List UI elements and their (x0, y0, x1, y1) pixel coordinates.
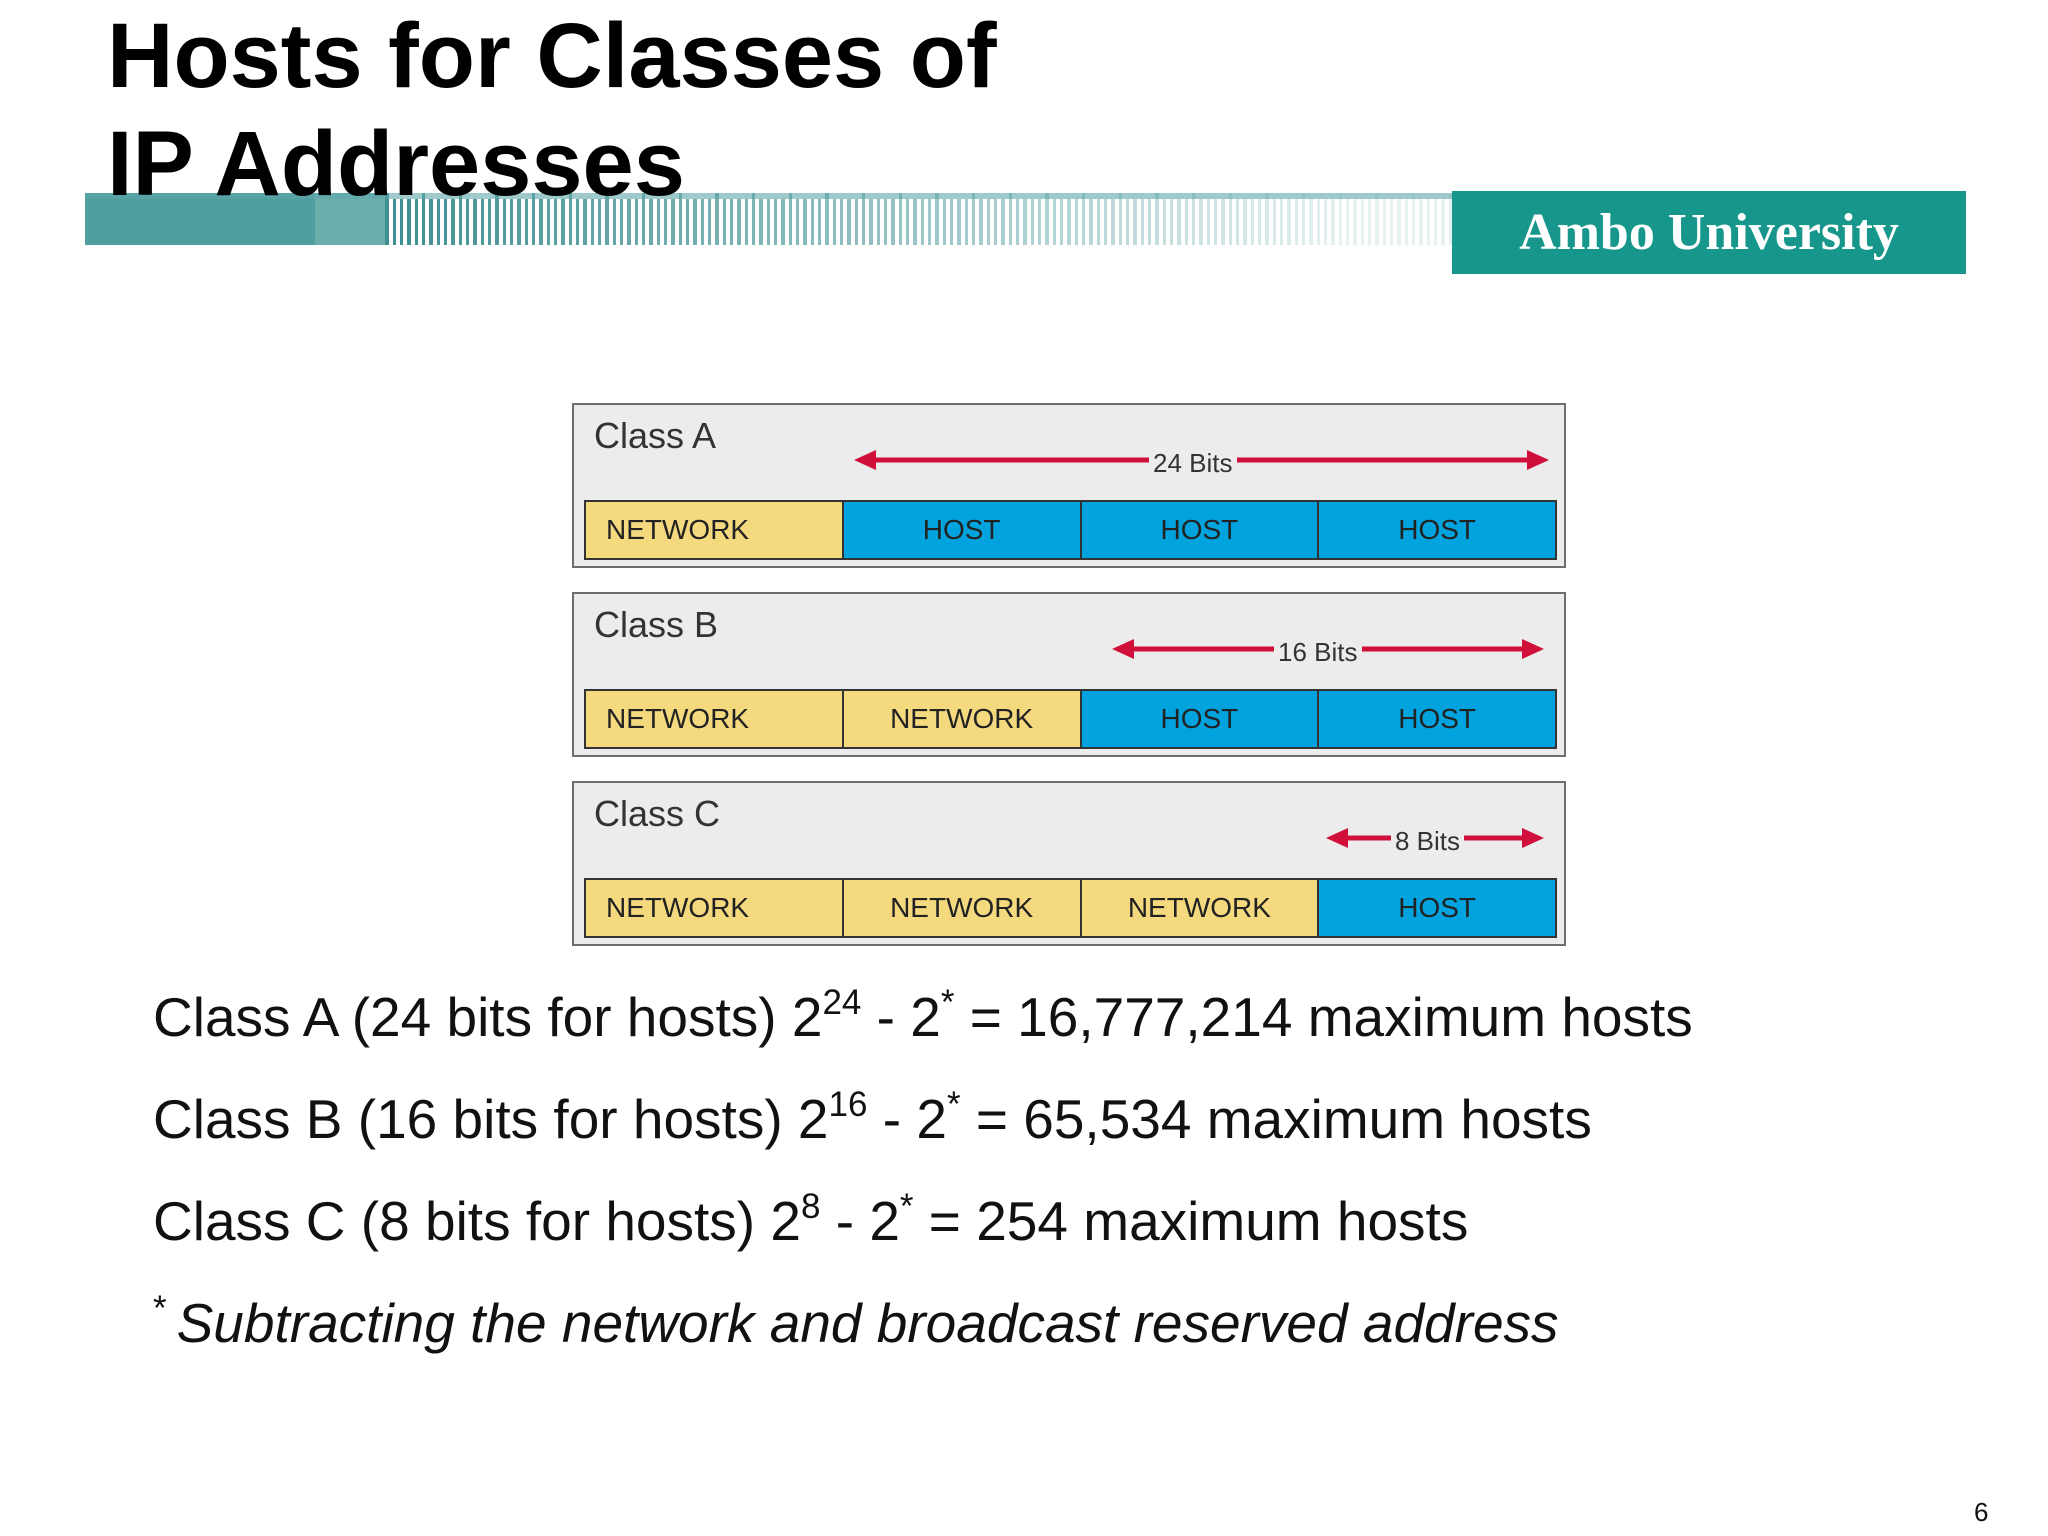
formula-class-c-mid: - 2 (820, 1190, 900, 1252)
class-c-octet-2: NETWORK (844, 880, 1082, 936)
formula-class-c-result: = 254 maximum hosts (913, 1190, 1469, 1252)
formula-class-a-prefix: Class A (24 bits for hosts) 2 (153, 986, 823, 1048)
class-c-octet-4: HOST (1319, 880, 1555, 936)
formula-class-b-mid: - 2 (867, 1088, 947, 1150)
class-a-octets (584, 500, 1557, 560)
formula-class-b (153, 1077, 1693, 1179)
slide-title-line-2: IP Addresses (107, 113, 685, 215)
class-b-panel (572, 592, 1566, 757)
formula-class-b-result: = 65,534 maximum hosts (960, 1088, 1592, 1150)
class-a-octet-2: HOST (844, 502, 1082, 558)
class-c-bits-label: 8 Bits (1391, 826, 1464, 857)
class-a-bits-label: 24 Bits (1149, 448, 1237, 479)
class-c-octet-1: NETWORK (586, 880, 844, 936)
host-formulas (153, 975, 1693, 1373)
class-c-octet-3: NETWORK (1082, 880, 1320, 936)
class-b-octet-3: HOST (1082, 691, 1320, 747)
ip-class-diagram (572, 403, 1570, 970)
class-c-panel (572, 781, 1566, 946)
footnote-text: Subtracting the network and broadcast reserved address (176, 1292, 1559, 1354)
formula-class-c-star: * (899, 1187, 914, 1226)
class-a-panel (572, 403, 1566, 568)
footnote (153, 1281, 1693, 1373)
class-c-label: Class C (594, 793, 721, 834)
class-a-label: Class A (594, 415, 717, 456)
formula-class-c-prefix: Class C (8 bits for hosts) 2 (153, 1190, 801, 1252)
class-b-octets (584, 689, 1557, 749)
formula-class-a-star: * (940, 983, 955, 1022)
slide-title (107, 2, 997, 218)
footnote-star: * (153, 1289, 167, 1328)
class-c-octets (584, 878, 1557, 938)
formula-class-b-prefix: Class B (16 bits for hosts) 2 (153, 1088, 829, 1150)
formula-class-c-exponent: 8 (800, 1187, 821, 1226)
class-b-octet-1: NETWORK (586, 691, 844, 747)
university-brand-box: Ambo University (1452, 191, 1966, 274)
class-b-bits-label: 16 Bits (1274, 637, 1362, 668)
formula-class-c (153, 1179, 1693, 1281)
page-number: 6 (1974, 1497, 1989, 1527)
slide-title-line-1: Hosts for Classes of (107, 5, 997, 107)
formula-class-a-exponent: 24 (822, 983, 862, 1022)
formula-class-a-mid: - 2 (861, 986, 941, 1048)
class-a-octet-3: HOST (1082, 502, 1320, 558)
class-b-label: Class B (594, 604, 719, 645)
class-a-octet-1: NETWORK (586, 502, 844, 558)
formula-class-b-exponent: 16 (828, 1085, 868, 1124)
formula-class-a-result: = 16,777,214 maximum hosts (954, 986, 1693, 1048)
formula-class-a (153, 975, 1693, 1077)
formula-class-b-star: * (946, 1085, 961, 1124)
class-a-octet-4: HOST (1319, 502, 1555, 558)
class-b-octet-4: HOST (1319, 691, 1555, 747)
class-b-octet-2: NETWORK (844, 691, 1082, 747)
